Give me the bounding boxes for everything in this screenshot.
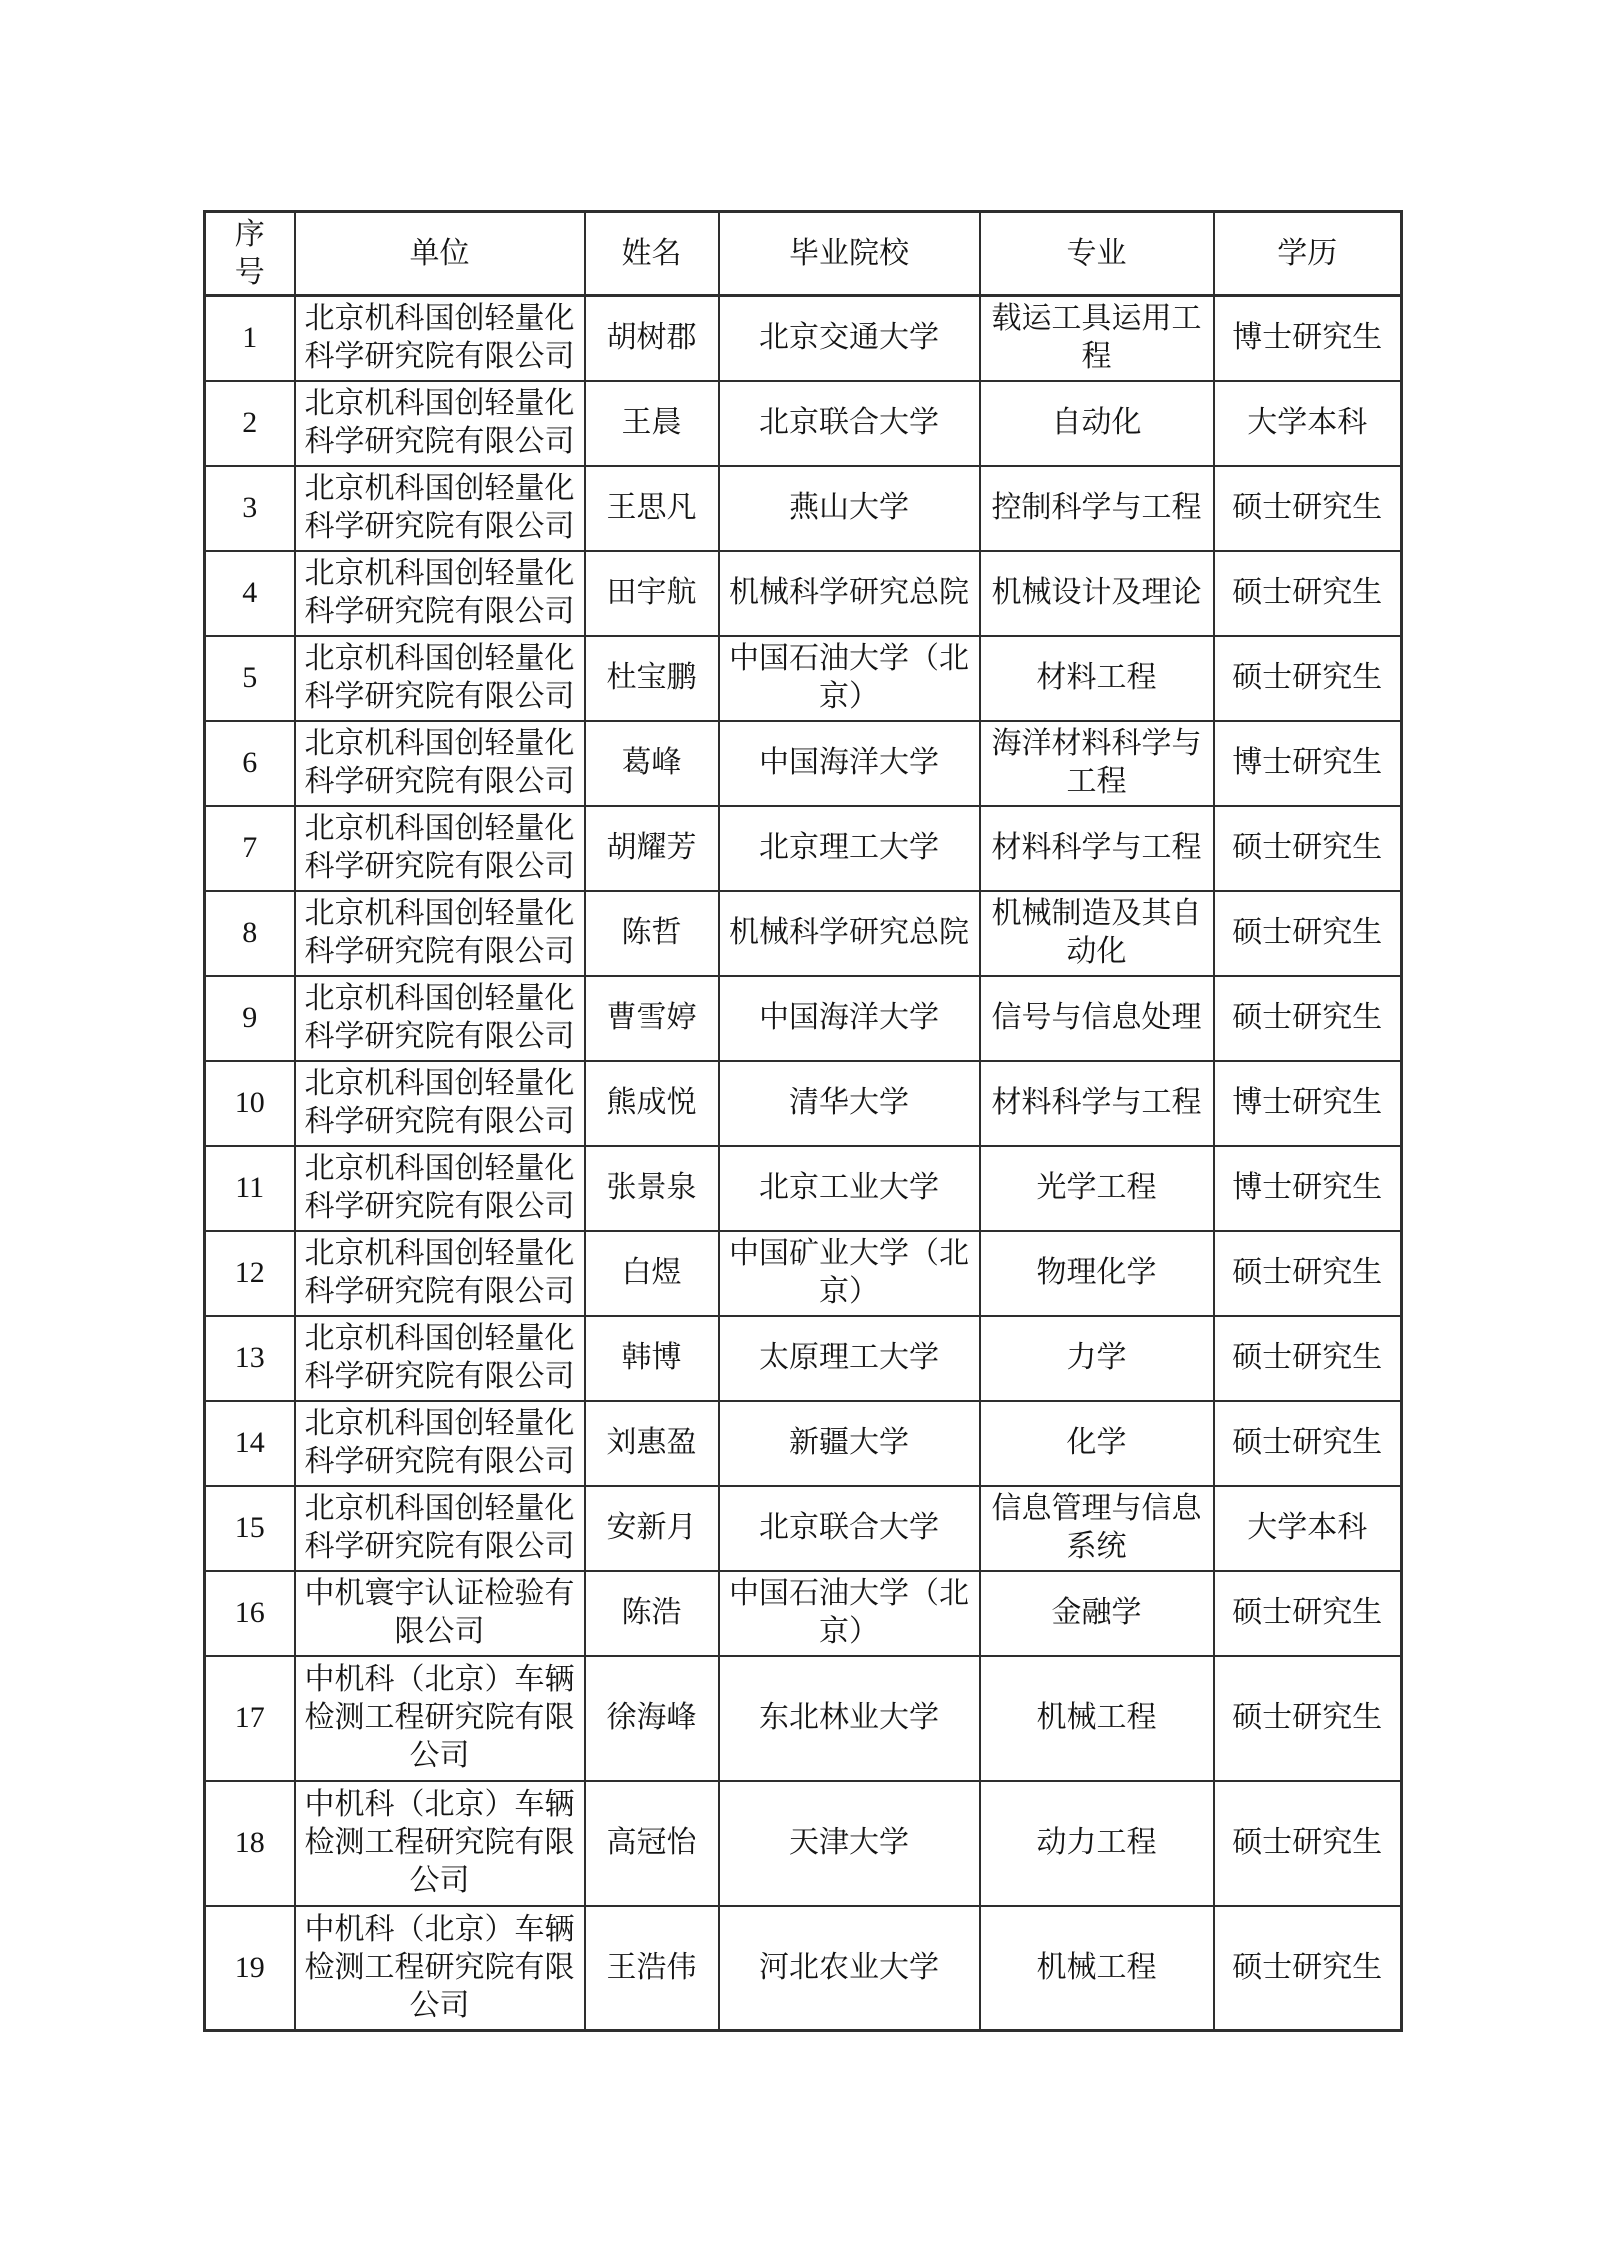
cell-name: 陈浩 <box>585 1571 719 1656</box>
cell-degree: 大学本科 <box>1214 1486 1402 1571</box>
cell-major: 力学 <box>980 1316 1214 1401</box>
cell-name: 王思凡 <box>585 466 719 551</box>
cell-no: 3 <box>205 466 295 551</box>
cell-major: 机械工程 <box>980 1656 1214 1781</box>
cell-unit: 北京机科国创轻量化科学研究院有限公司 <box>295 1401 585 1486</box>
cell-name: 刘惠盈 <box>585 1401 719 1486</box>
cell-name: 安新月 <box>585 1486 719 1571</box>
cell-unit: 中机科（北京）车辆检测工程研究院有限公司 <box>295 1781 585 1906</box>
cell-school: 北京理工大学 <box>719 806 980 891</box>
cell-degree: 博士研究生 <box>1214 1061 1402 1146</box>
cell-degree: 硕士研究生 <box>1214 1781 1402 1906</box>
cell-unit: 北京机科国创轻量化科学研究院有限公司 <box>295 1486 585 1571</box>
cell-name: 陈哲 <box>585 891 719 976</box>
cell-name: 曹雪婷 <box>585 976 719 1061</box>
cell-name: 胡树郡 <box>585 296 719 381</box>
cell-school: 北京联合大学 <box>719 1486 980 1571</box>
cell-degree: 硕士研究生 <box>1214 891 1402 976</box>
cell-school: 中国矿业大学（北京） <box>719 1231 980 1316</box>
cell-major: 载运工具运用工程 <box>980 296 1214 381</box>
cell-school: 北京交通大学 <box>719 296 980 381</box>
table-row <box>205 891 1402 976</box>
cell-degree: 硕士研究生 <box>1214 806 1402 891</box>
cell-school: 新疆大学 <box>719 1401 980 1486</box>
cell-school: 东北林业大学 <box>719 1656 980 1781</box>
cell-no: 1 <box>205 296 295 381</box>
cell-degree: 硕士研究生 <box>1214 1231 1402 1316</box>
cell-no: 19 <box>205 1906 295 2031</box>
col-header-school: 毕业院校 <box>719 212 980 296</box>
cell-no: 17 <box>205 1656 295 1781</box>
cell-no: 7 <box>205 806 295 891</box>
col-header-no: 序号 <box>205 212 295 296</box>
cell-degree: 大学本科 <box>1214 381 1402 466</box>
cell-degree: 硕士研究生 <box>1214 636 1402 721</box>
cell-no: 18 <box>205 1781 295 1906</box>
cell-name: 高冠怡 <box>585 1781 719 1906</box>
cell-no: 10 <box>205 1061 295 1146</box>
cell-major: 材料科学与工程 <box>980 1061 1214 1146</box>
cell-name: 张景泉 <box>585 1146 719 1231</box>
table-row <box>205 1571 1402 1656</box>
cell-school: 机械科学研究总院 <box>719 891 980 976</box>
cell-unit: 北京机科国创轻量化科学研究院有限公司 <box>295 891 585 976</box>
cell-name: 田宇航 <box>585 551 719 636</box>
cell-school: 北京工业大学 <box>719 1146 980 1231</box>
cell-unit: 北京机科国创轻量化科学研究院有限公司 <box>295 721 585 806</box>
table-row <box>205 466 1402 551</box>
cell-major: 动力工程 <box>980 1781 1214 1906</box>
cell-major: 光学工程 <box>980 1146 1214 1231</box>
cell-no: 9 <box>205 976 295 1061</box>
cell-school: 中国石油大学（北京） <box>719 636 980 721</box>
col-header-major: 专业 <box>980 212 1214 296</box>
table-row <box>205 1316 1402 1401</box>
cell-school: 机械科学研究总院 <box>719 551 980 636</box>
cell-major: 机械设计及理论 <box>980 551 1214 636</box>
cell-no: 6 <box>205 721 295 806</box>
cell-school: 清华大学 <box>719 1061 980 1146</box>
cell-unit: 北京机科国创轻量化科学研究院有限公司 <box>295 1316 585 1401</box>
cell-degree: 硕士研究生 <box>1214 1316 1402 1401</box>
table-row <box>205 1061 1402 1146</box>
cell-unit: 北京机科国创轻量化科学研究院有限公司 <box>295 976 585 1061</box>
cell-no: 2 <box>205 381 295 466</box>
table-row <box>205 1401 1402 1486</box>
table-row <box>205 381 1402 466</box>
cell-no: 15 <box>205 1486 295 1571</box>
cell-school: 中国海洋大学 <box>719 976 980 1061</box>
cell-unit: 北京机科国创轻量化科学研究院有限公司 <box>295 1231 585 1316</box>
cell-no: 16 <box>205 1571 295 1656</box>
table-header <box>205 212 1402 296</box>
roster-table <box>203 210 1403 2032</box>
table-row <box>205 1656 1402 1781</box>
cell-no: 14 <box>205 1401 295 1486</box>
cell-degree: 硕士研究生 <box>1214 551 1402 636</box>
cell-name: 王浩伟 <box>585 1906 719 2031</box>
cell-school: 中国海洋大学 <box>719 721 980 806</box>
cell-unit: 北京机科国创轻量化科学研究院有限公司 <box>295 466 585 551</box>
cell-name: 胡耀芳 <box>585 806 719 891</box>
cell-major: 机械制造及其自动化 <box>980 891 1214 976</box>
cell-unit: 中机寰宇认证检验有限公司 <box>295 1571 585 1656</box>
col-header-unit: 单位 <box>295 212 585 296</box>
cell-school: 北京联合大学 <box>719 381 980 466</box>
cell-unit: 中机科（北京）车辆检测工程研究院有限公司 <box>295 1906 585 2031</box>
cell-degree: 硕士研究生 <box>1214 1656 1402 1781</box>
cell-degree: 硕士研究生 <box>1214 1401 1402 1486</box>
cell-major: 化学 <box>980 1401 1214 1486</box>
cell-name: 白煜 <box>585 1231 719 1316</box>
cell-unit: 北京机科国创轻量化科学研究院有限公司 <box>295 806 585 891</box>
cell-school: 太原理工大学 <box>719 1316 980 1401</box>
cell-unit: 北京机科国创轻量化科学研究院有限公司 <box>295 1146 585 1231</box>
table-body <box>205 296 1402 2031</box>
cell-name: 杜宝鹏 <box>585 636 719 721</box>
cell-degree: 硕士研究生 <box>1214 1906 1402 2031</box>
table-row <box>205 976 1402 1061</box>
col-header-degree: 学历 <box>1214 212 1402 296</box>
cell-no: 12 <box>205 1231 295 1316</box>
table-row <box>205 296 1402 381</box>
cell-major: 信息管理与信息系统 <box>980 1486 1214 1571</box>
table-row <box>205 636 1402 721</box>
cell-major: 海洋材料科学与工程 <box>980 721 1214 806</box>
cell-major: 机械工程 <box>980 1906 1214 2031</box>
table-row <box>205 1486 1402 1571</box>
table-row <box>205 551 1402 636</box>
cell-no: 4 <box>205 551 295 636</box>
cell-major: 材料工程 <box>980 636 1214 721</box>
cell-degree: 博士研究生 <box>1214 1146 1402 1231</box>
table-row <box>205 806 1402 891</box>
cell-degree: 硕士研究生 <box>1214 1571 1402 1656</box>
table-row <box>205 1231 1402 1316</box>
cell-school: 中国石油大学（北京） <box>719 1571 980 1656</box>
cell-unit: 北京机科国创轻量化科学研究院有限公司 <box>295 381 585 466</box>
cell-major: 信号与信息处理 <box>980 976 1214 1061</box>
cell-name: 徐海峰 <box>585 1656 719 1781</box>
cell-name: 王晨 <box>585 381 719 466</box>
cell-no: 11 <box>205 1146 295 1231</box>
cell-name: 韩博 <box>585 1316 719 1401</box>
table-row <box>205 721 1402 806</box>
cell-unit: 北京机科国创轻量化科学研究院有限公司 <box>295 551 585 636</box>
cell-degree: 博士研究生 <box>1214 721 1402 806</box>
cell-unit: 中机科（北京）车辆检测工程研究院有限公司 <box>295 1656 585 1781</box>
cell-major: 材料科学与工程 <box>980 806 1214 891</box>
cell-school: 天津大学 <box>719 1781 980 1906</box>
cell-school: 燕山大学 <box>719 466 980 551</box>
cell-major: 金融学 <box>980 1571 1214 1656</box>
cell-no: 8 <box>205 891 295 976</box>
cell-no: 5 <box>205 636 295 721</box>
col-header-name: 姓名 <box>585 212 719 296</box>
cell-degree: 硕士研究生 <box>1214 976 1402 1061</box>
cell-name: 葛峰 <box>585 721 719 806</box>
header-row <box>205 212 1402 296</box>
cell-major: 自动化 <box>980 381 1214 466</box>
cell-unit: 北京机科国创轻量化科学研究院有限公司 <box>295 636 585 721</box>
cell-name: 熊成悦 <box>585 1061 719 1146</box>
table-row <box>205 1906 1402 2031</box>
cell-degree: 博士研究生 <box>1214 296 1402 381</box>
cell-unit: 北京机科国创轻量化科学研究院有限公司 <box>295 1061 585 1146</box>
cell-major: 控制科学与工程 <box>980 466 1214 551</box>
cell-unit: 北京机科国创轻量化科学研究院有限公司 <box>295 296 585 381</box>
cell-school: 河北农业大学 <box>719 1906 980 2031</box>
cell-degree: 硕士研究生 <box>1214 466 1402 551</box>
table-row <box>205 1781 1402 1906</box>
cell-major: 物理化学 <box>980 1231 1214 1316</box>
cell-no: 13 <box>205 1316 295 1401</box>
table-row <box>205 1146 1402 1231</box>
